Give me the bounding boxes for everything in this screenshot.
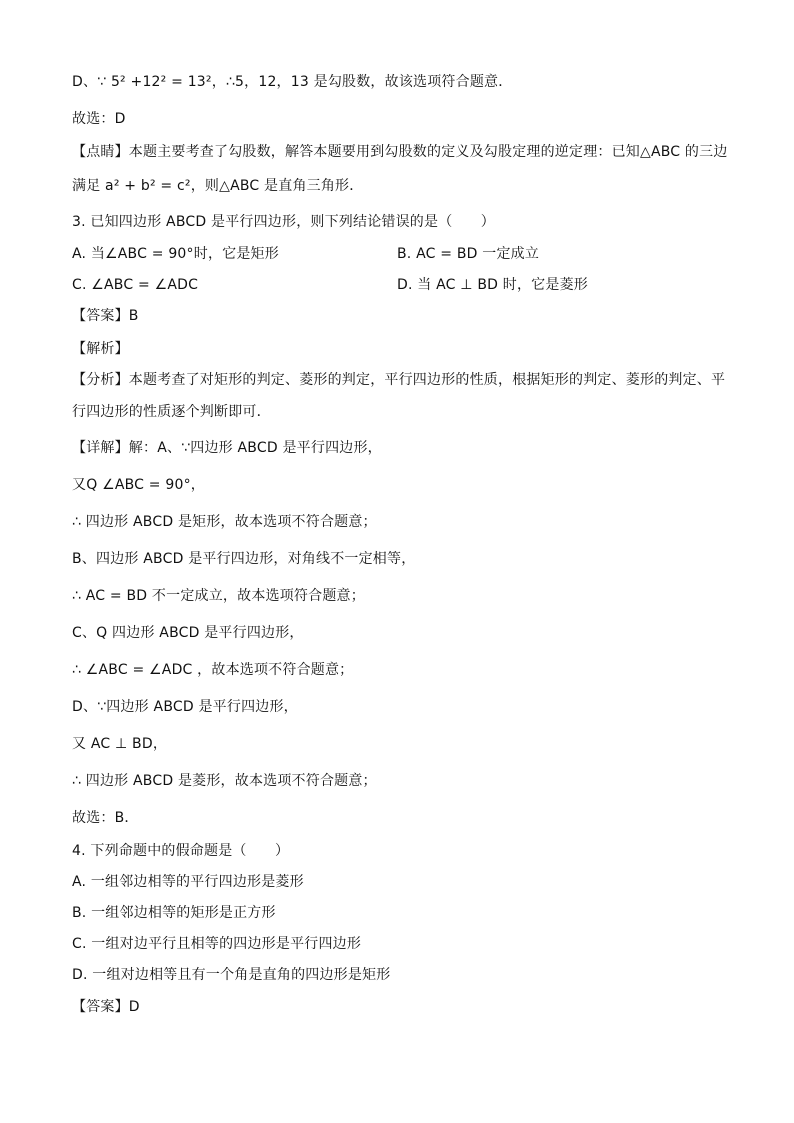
detail-line-5: ∴ AC = BD 不一定成立，故本选项符合题意； [72,588,365,604]
question-4-option-b: B. 一组邻边相等的矩形是正方形 [72,905,276,921]
question-3-option-b: B. AC = BD 一定成立 [397,246,540,262]
question-4-stem: 4. 下列命题中的假命题是（ ） [72,843,290,859]
analysis-line-1: 【分析】本题考查了对矩形的判定、菱形的判定，平行四边形的性质，根据矩形的判定、菱形的判定、平 [72,372,726,388]
question-4-option-d: D. 一组对边相等且有一个角是直角的四边形是矩形 [72,967,391,983]
question-4-option-c: C. 一组对边平行且相等的四边形是平行四边形 [72,936,362,952]
analysis-line-2: 行四边形的性质逐个判断即可． [72,404,271,420]
comment-line-1: 【点睛】本题主要考查了勾股数，解答本题要用到勾股数的定义及勾股定理的逆定理：已知△ABC 的三边 [72,144,728,160]
choice-answer-d: 故选：D [72,111,126,127]
detail-line-2: 又Q ∠ABC = 90°， [72,477,205,493]
detail-line-10: ∴ 四边形 ABCD 是菱形，故本选项不符合题意； [72,773,377,789]
detail-line-6: C、Q 四边形 ABCD 是平行四边形， [72,625,304,641]
detail-line-1: 【详解】解：A、∵四边形 ABCD 是平行四边形， [72,440,382,456]
detail-line-7: ∴ ∠ABC = ∠ADC ，故本选项不符合题意； [72,662,354,678]
question-3-stem: 3. 已知四边形 ABCD 是平行四边形，则下列结论错误的是（ ） [72,214,495,230]
detail-line-8: D、∵四边形 ABCD 是平行四边形， [72,699,298,715]
question-3-option-d: D. 当 AC ⊥ BD 时，它是菱形 [397,277,588,293]
analysis-label: 【解析】 [72,341,129,357]
question-3-option-c: C. ∠ABC = ∠ADC [72,277,199,293]
detail-line-3: ∴ 四边形 ABCD 是矩形，故本选项不符合题意； [72,514,377,530]
option-d-explanation: D、∵ 5² +12² = 13²，∴5，12，13 是勾股数，故该选项符合题意． [72,74,513,90]
answer-label-4: 【答案】D [72,999,140,1015]
detail-line-4: B、四边形 ABCD 是平行四边形，对角线不一定相等， [72,551,416,567]
comment-line-2: 满足 a² + b² = c²，则△ABC 是直角三角形． [72,178,364,194]
question-4-option-a: A. 一组邻边相等的平行四边形是菱形 [72,874,304,890]
question-3-option-a: A. 当∠ABC = 90°时，它是矩形 [72,246,279,262]
answer-label-3: 【答案】B [72,308,139,324]
detail-line-9: 又 AC ⊥ BD， [72,736,168,752]
choice-answer-b: 故选：B． [72,810,139,826]
